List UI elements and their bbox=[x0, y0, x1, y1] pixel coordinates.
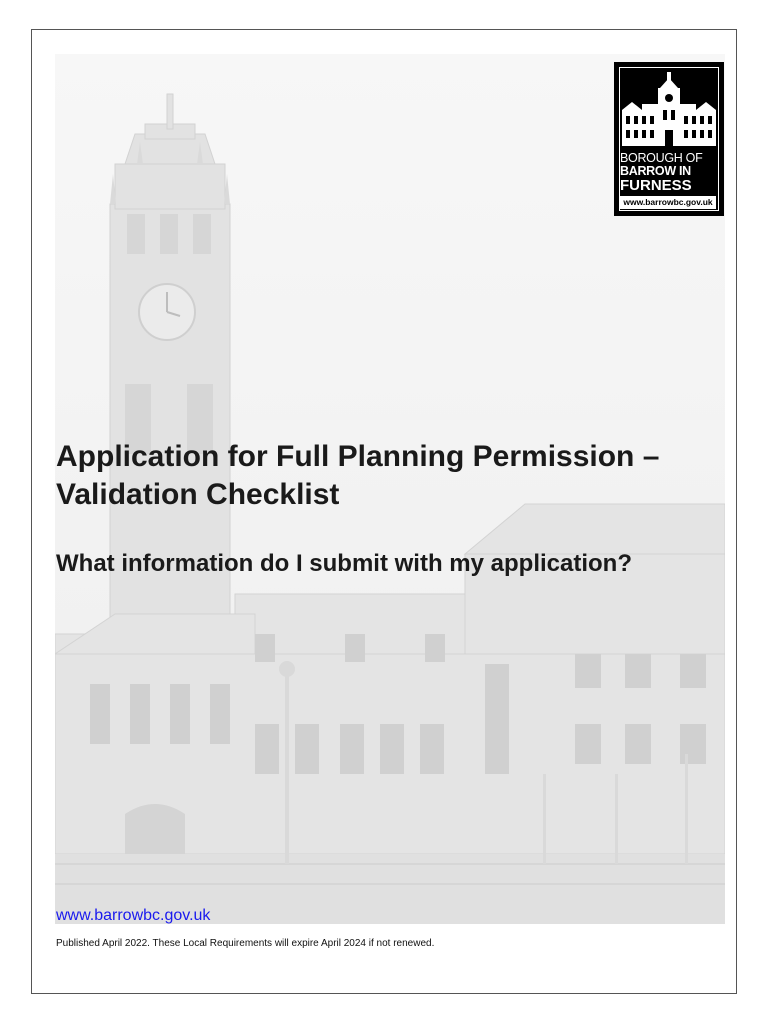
logo-url: www.barrowbc.gov.uk bbox=[620, 196, 716, 209]
logo-wordmark bbox=[620, 152, 720, 194]
document-page bbox=[31, 29, 737, 994]
logo-line-3: FURNESS bbox=[620, 177, 692, 194]
document-title: Application for Full Planning Permission – Validation Checklist bbox=[56, 440, 660, 511]
published-note: Published April 2022. These Local Requirements will expire April 2024 if not renewed. bbox=[56, 938, 435, 949]
logo-line-2: BARROW IN bbox=[620, 164, 691, 178]
document-subtitle: What information do I submit with my application? bbox=[56, 550, 632, 577]
town-hall-logo-icon bbox=[618, 68, 720, 152]
borough-logo bbox=[614, 62, 724, 216]
logo-line-1: BOROUGH OF bbox=[620, 151, 703, 165]
website-link[interactable]: www.barrowbc.gov.uk bbox=[56, 907, 211, 924]
